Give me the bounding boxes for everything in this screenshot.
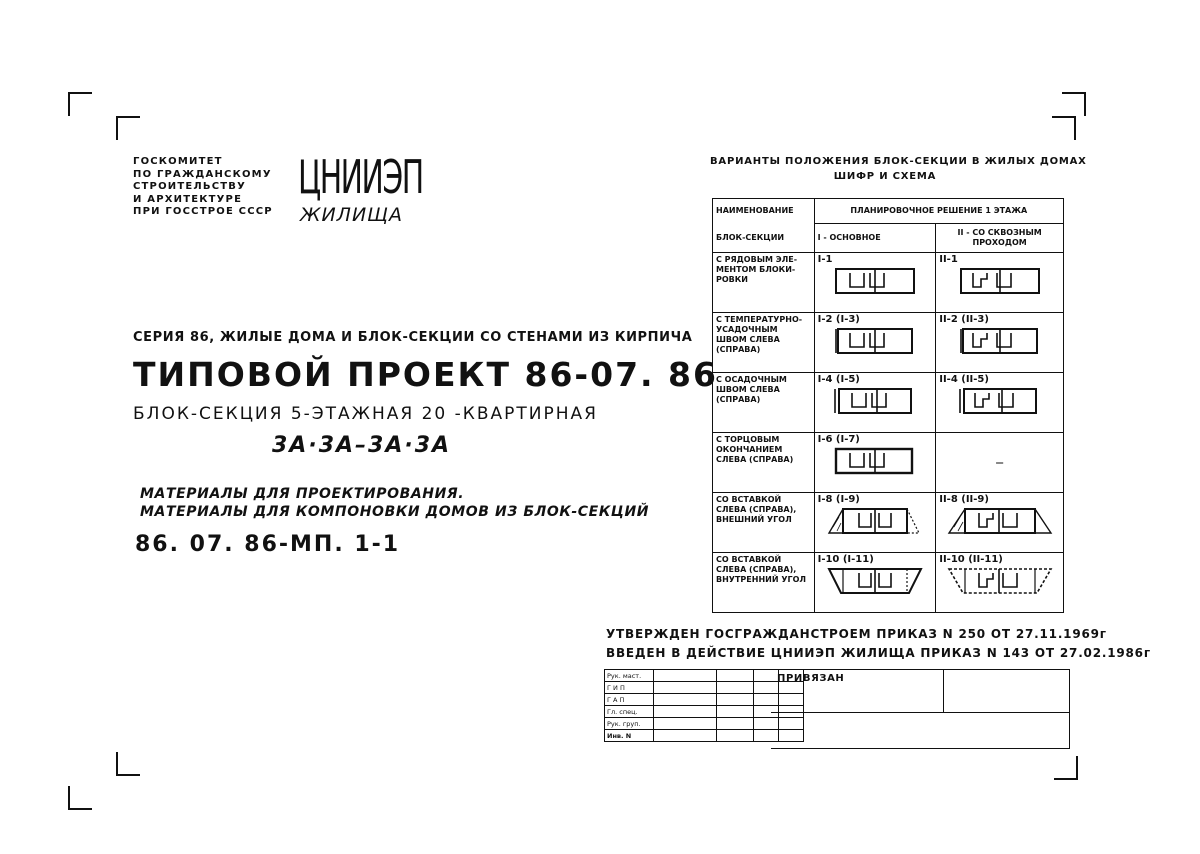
table-row [713, 253, 1064, 313]
plan-schematic [945, 507, 1055, 535]
cell-through [936, 493, 1064, 553]
cell-through [936, 373, 1064, 433]
col-header-plan: ПЛАНИРОВОЧНОЕ РЕШЕНИЕ 1 ЭТАЖА [814, 199, 1063, 224]
plan-schematic [825, 507, 925, 535]
variant-code: I-4 (I-5) [817, 374, 860, 385]
col-header-through: II - СО СКВОЗНЫМ ПРОХОДОМ [936, 224, 1064, 253]
binding-block [771, 669, 1070, 749]
cell-basic [814, 373, 936, 433]
materials-line-2: МАТЕРИАЛЫ ДЛЯ КОМПОНОВКИ ДОМОВ ИЗ БЛОК-СЕКЦИЙ [140, 504, 650, 520]
table-row [713, 373, 1064, 433]
variant-code: II-2 (II-3) [939, 314, 989, 325]
plan-schematic [834, 447, 916, 475]
block-section-title: БЛОК-СЕКЦИЯ 5-ЭТАЖНАЯ 20 -КВАРТИРНАЯ [133, 404, 598, 424]
row-name: С РЯДОВЫМ ЭЛЕ-МЕНТОМ БЛОКИ-РОВКИ [713, 253, 815, 313]
variants-table [712, 198, 1064, 613]
binding-divider [943, 712, 1069, 713]
row-name: С ТОРЦОВЫМ ОКОНЧАНИЕМ СЛЕВА (СПРАВА) [713, 433, 815, 493]
row-name: СО ВСТАВКОЙ СЛЕВА (СПРАВА), ВНУТРЕННИЙ УГОЛ [713, 553, 815, 613]
cell-through-empty: — [936, 433, 1064, 493]
table-row [713, 313, 1064, 373]
plan-schematic [945, 567, 1055, 595]
row-name: С ОСАДОЧНЫМ ШВОМ СЛЕВА (СПРАВА) [713, 373, 815, 433]
variant-code: I-2 (I-3) [817, 314, 860, 325]
organization-block [133, 156, 273, 219]
table-row [713, 433, 1064, 493]
crop-mark-top-left-outer [68, 92, 92, 116]
stamp-role: Рук. груп. [605, 718, 654, 730]
cell-basic [814, 493, 936, 553]
org-line: СТРОИТЕЛЬСТВУ [133, 181, 247, 192]
binding-label: ПРИВЯЗАН [777, 673, 845, 684]
approval-line-1: УТВЕРЖДЕН ГОСГРАЖДАНСТРОЕМ ПРИКАЗ N 250 ОТ 27.11.1969г [606, 627, 1107, 641]
variant-code: I-6 (I-7) [817, 434, 860, 445]
variant-code: II-8 (II-9) [939, 494, 989, 505]
stamp-role: Гл. спец. [605, 706, 654, 718]
cell-basic [814, 433, 936, 493]
variant-code: II-1 [939, 254, 958, 265]
crop-mark-top-left-inner [116, 116, 140, 140]
cell-basic [814, 253, 936, 313]
org-line: ПО ГРАЖДАНСКОМУ [133, 168, 272, 180]
plan-schematic [959, 267, 1041, 295]
stamp-role: Рук. маст. [605, 670, 654, 682]
variants-heading-1: ВАРИАНТЫ ПОЛОЖЕНИЯ БЛОК-СЕКЦИИ В ЖИЛЫХ ДОМАХ [710, 156, 1087, 167]
crop-mark-bottom-right-inner [1054, 756, 1078, 780]
project-title: ТИПОВОЙ ПРОЕКТ 86-07. 86 [133, 355, 718, 394]
crop-mark-top-right-inner [1052, 116, 1076, 140]
variants-heading-2: ШИФР И СХЕМА [833, 171, 937, 182]
apartment-formula: 3А·3А–3А·3А [272, 433, 452, 458]
stamp-role: Г А П [605, 694, 654, 706]
cell-basic [814, 553, 936, 613]
variant-code: I-8 (I-9) [817, 494, 860, 505]
logo-main: ЦНИИЭП [298, 150, 423, 204]
org-line: ГОСКОМИТЕТ [133, 156, 223, 167]
org-line: И АРХИТЕКТУРЕ [133, 193, 243, 205]
stamp-role: Г И П [605, 682, 654, 694]
col-header-basic: I - ОСНОВНОЕ [814, 224, 936, 253]
variant-code: II-4 (II-5) [939, 374, 989, 385]
plan-schematic [959, 387, 1041, 415]
variant-code: II-10 (II-11) [939, 554, 1003, 565]
cell-through [936, 553, 1064, 613]
logo-sub: ЖИЛИЩА [300, 204, 403, 226]
variant-code: I-1 [817, 254, 833, 265]
cell-through [936, 313, 1064, 373]
org-line: ПРИ ГОССТРОЕ СССР [133, 206, 273, 217]
plan-schematic [834, 267, 916, 295]
series-line: СЕРИЯ 86, ЖИЛЫЕ ДОМА И БЛОК-СЕКЦИИ СО СТЕНАМИ ИЗ КИРПИЧА [133, 330, 693, 345]
plan-schematic [959, 327, 1041, 355]
cell-through [936, 253, 1064, 313]
table-row [713, 493, 1064, 553]
plan-schematic [834, 387, 916, 415]
crop-mark-bottom-left-outer [68, 786, 92, 810]
document-code: 86. 07. 86-МП. 1-1 [135, 532, 401, 557]
crop-mark-bottom-left-inner [116, 752, 140, 776]
row-name: СО ВСТАВКОЙ СЛЕВА (СПРАВА), ВНЕШНИЙ УГОЛ [713, 493, 815, 553]
row-name: С ТЕМПЕРАТУРНО-УСАДОЧНЫМ ШВОМ СЛЕВА (СПРАВА) [713, 313, 815, 373]
variant-code: I-10 (I-11) [817, 554, 874, 565]
cell-basic [814, 313, 936, 373]
crop-mark-top-right-outer [1062, 92, 1086, 116]
plan-schematic [834, 327, 916, 355]
table-row [713, 553, 1064, 613]
col-header-name-top: НАИМЕНОВАНИЕ [713, 199, 815, 224]
stamp-role: Инв. N [605, 730, 654, 742]
approval-line-2: ВВЕДЕН В ДЕЙСТВИЕ ЦНИИЭП ЖИЛИЩА ПРИКАЗ N 143 ОТ 27.02.1986г [606, 646, 1151, 660]
col-header-name-bottom: БЛОК-СЕКЦИИ [713, 224, 815, 253]
plan-schematic [825, 567, 925, 595]
materials-line-1: МАТЕРИАЛЫ ДЛЯ ПРОЕКТИРОВАНИЯ. [140, 486, 465, 502]
